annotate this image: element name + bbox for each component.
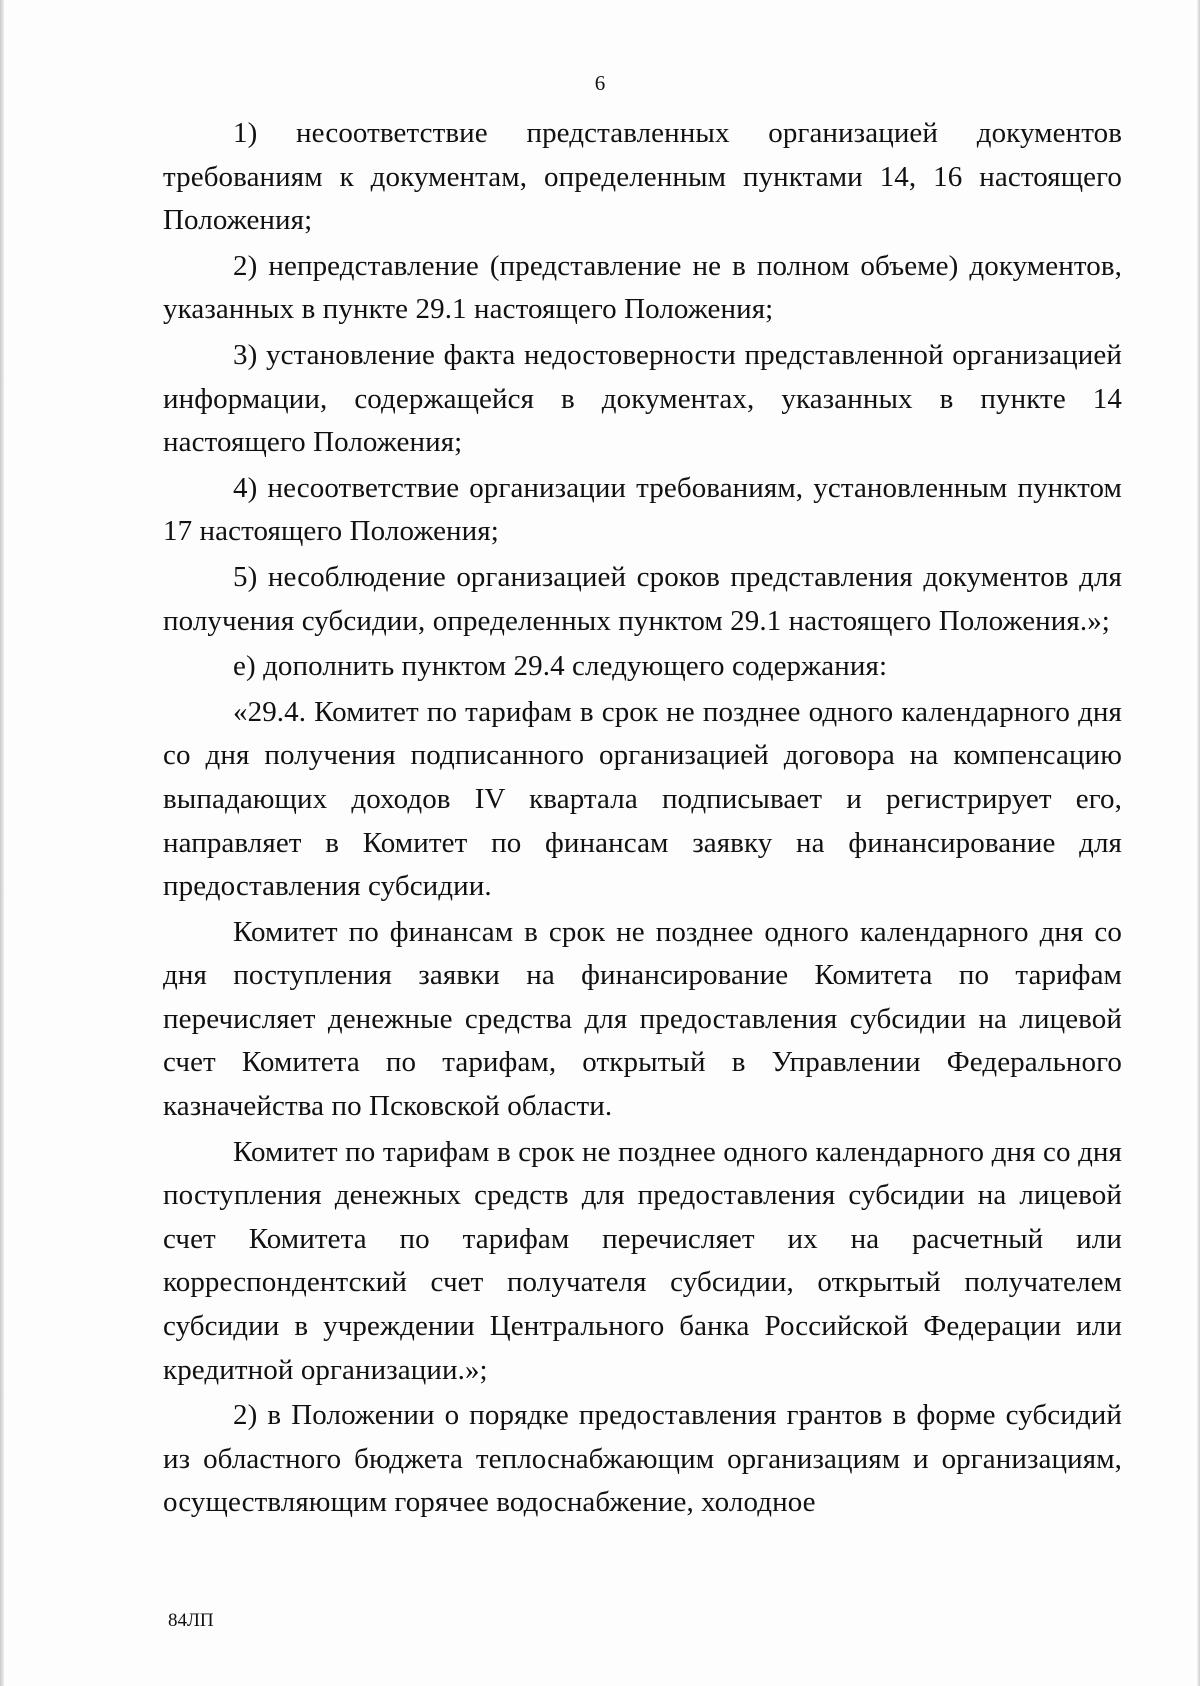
paragraph-item-2-grants: 2) в Положении о порядке предоставления грантов в форме субсидий из областного бюджета теплоснабжающим организациям и организациям, осуществляющим горячее водоснабжение, холодное [163, 1399, 1122, 1519]
paragraph-item-5: 5) несоблюдение организацией сроков представления документов для получения субсидии, определенных пунктом 29.1 настоящего Положения.»; [163, 560, 1122, 637]
paragraph-finance-committee: Комитет по финансам в срок не позднее одного календарного дня со дня поступления заявки на финансирование Комитета по тарифам перечисляет денежные средства для предоставления субсидии на лицевой счет Комитета по тарифам, открытый в Управлении Федерального казначейства по Псковской области. [163, 915, 1122, 1123]
paragraph-amendment-e: е) дополнить пунктом 29.4 следующего содержания: [233, 650, 888, 683]
footer-document-code: 84ЛП [168, 1610, 214, 1631]
paragraph-item-3: 3) установление факта недостоверности представленной организацией информации, содержащейся в документах, указанных в пункте 14 настоящего Положения; [163, 338, 1122, 459]
paragraph-tariff-committee: Комитет по тарифам в срок не позднее одного календарного дня со дня поступления денежных средств для предоставления субсидии на лицевой счет Комитета по тарифам перечисляет их на расчетный или корреспондентский счет получателя субсидии, открытый получателем субсидии в учреждении Центрального банка Российской Федерации или кредитной организации.»; [163, 1135, 1122, 1386]
document-body [163, 112, 1122, 1527]
paragraph-item-2: 2) непредставление (представление не в полном объеме) документов, указанных в пункте 29.1 настоящего Положения; [163, 249, 1122, 326]
paragraph-item-1: 1) несоответствие представленных организацией документов требованиям к документам, определенным пунктами 14, 16 настоящего Положения; [163, 117, 1122, 237]
paragraph-clause-29-4: «29.4. Комитет по тарифам в срок не позднее одного календарного дня со дня получения подписанного организацией договора на компенсацию выпадающих доходов IV квартала подписывает и регистрирует его, направляет в Комитет по финансам заявку на финансирование для предоставления субсидии. [163, 695, 1122, 903]
paragraph-item-4: 4) несоответствие организации требованиям, установленным пунктом 17 настоящего Положения; [163, 471, 1122, 548]
page-number: 6 [594, 71, 606, 95]
scan-edge-left [0, 0, 4, 1686]
